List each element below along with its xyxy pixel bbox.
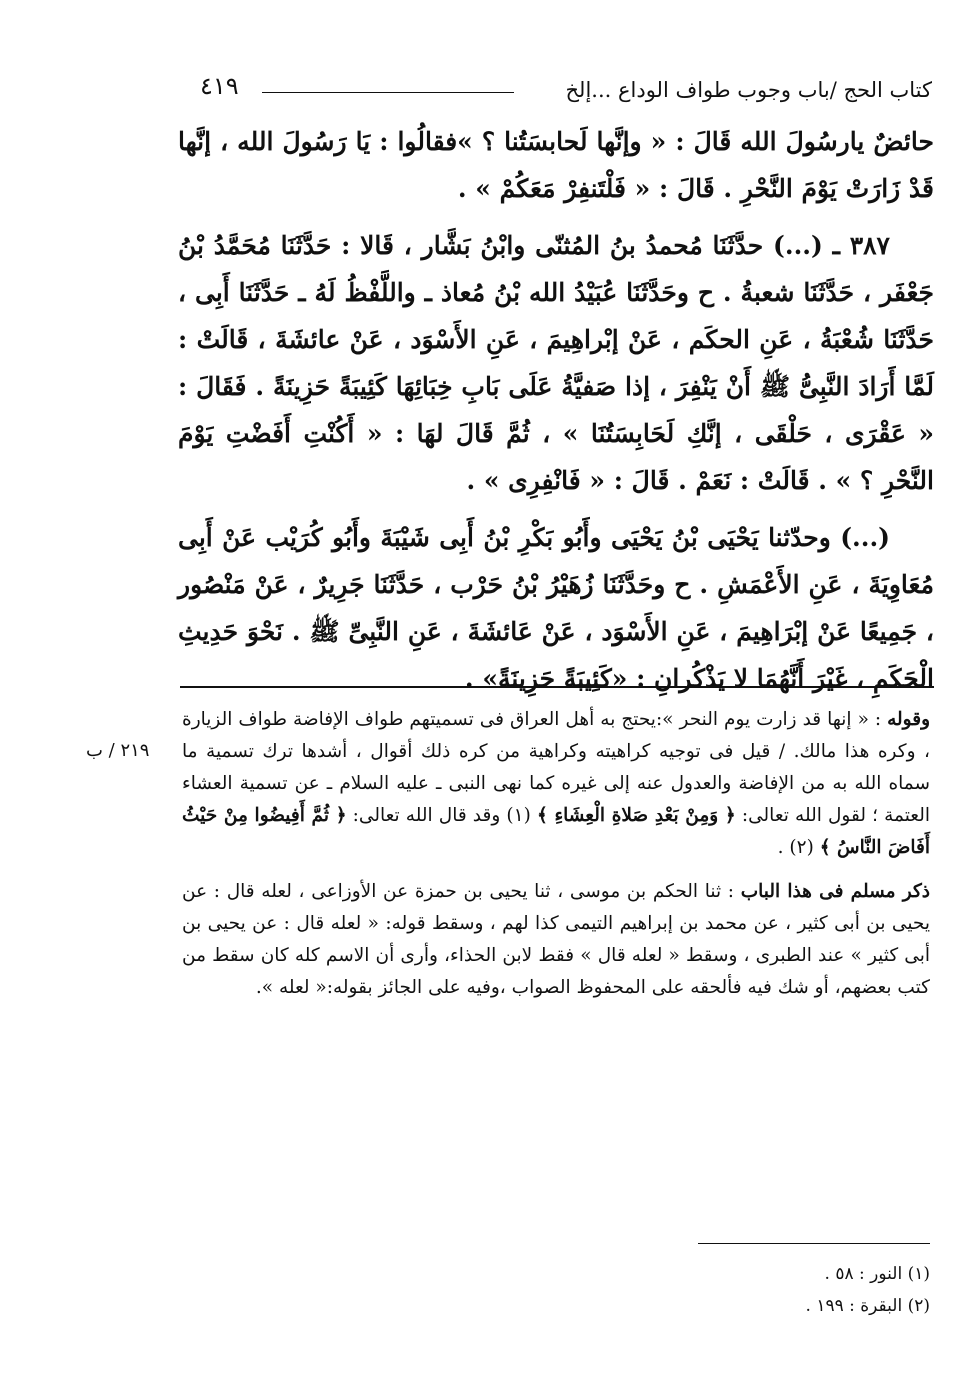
- commentary-paragraph: [182, 876, 930, 1004]
- running-title: كتاب الحج /باب وجوب طواف الوداع ...إلخ: [565, 78, 932, 102]
- paragraph: ٣٨٧ ـ (...) حدَّثَنَا مُحمدُ بنُ المُثنّى وابْنُ بَشَّار ، قَالا : حَدَّثَنَا مُحَمَّدُ بْنُ جَعْفَر ، حَدَّثَنَا شعبةُ . ح وحَدَّثَنَا عُبَيْدُ الله بْنُ مُعاذ ـ واللَّفْظُ لَهُ ـ حَدَّثَنَا أَبِى ، حَدَّثَنَا شُعْبَةُ ، عَنِ الحكَم ، عَنْ إبْراهِيمَ ، عَنِ الأَسْوَد ، عَنْ عائشَةَ ، قَالَتْ : لَمَّا أَرَادَ النَّبِىُّ ﷺ أَنْ يَنْفِرَ ، إذا صَفيَّةُ عَلَى بَابِ خِبَائِهَا كَئِيبَةً حَزِينَةً . فَقَالَ : « عَقْرَى ، حَلْقَى ، إنَّكِ لَحَابِسَتُنَا » ، ثُمَّ قَالَ لهَا : « أَكُنْتِ أَفَضْتِ يَوْمَ النَّحْرِ ؟ » . قَالَتْ : نَعَمْ . قَالَ : « فَانْفِرِى » .: [178, 231, 934, 495]
- footnote: (٢) البقرة : ١٩٩ .: [805, 1296, 930, 1316]
- footnote-ref: (١) وقد قال الله تعالى:: [346, 805, 537, 826]
- commentary-lead: وقوله: [887, 709, 930, 730]
- quran-quote: ﴿ ثُمَّ أَفِيضُوا مِنْ حَيْثُ أَفَاضَ النَّاسُ ﴾: [182, 805, 930, 858]
- paragraph: (...) وحدّثنا يَحْيَى بْنُ يَحْيَى وأَبُو بَكْرِ بْنُ أَبِى شَيْبَةَ وأَبُو كُرَيْب عَنْ أَبِى مُعَاوِيَةَ ، عَنِ الأَعْمَشِ . ح وحَدَّثَنَا زُهَيْرُ بْنُ حَرْب ، حَدَّثَنَا جَرِيرٌ ، عَنْ مَنْصُور ، جَمِيعًا عَنْ إبْرَاهِيمَ ، عَنِ الأَسْوَد ، عَنْ عَائشَةَ ، عَنِ النَّبِىِّ ﷺ . نَحْوَ حَدِيثِ الْحَكَمِ ، غَيْرَ أَنَّهُمَا لا يَذْكُرانِ : «كَئِيبَةً حَزِينَةً» .: [178, 523, 934, 693]
- footnote-ref: (٢) .: [777, 837, 820, 858]
- page-number: ٤١٩: [200, 72, 239, 100]
- footnotes: [600, 1258, 930, 1322]
- paragraph: حائضٌ يارسُولَ الله قَالَ : « وإنَّها لَحابسَتُنا ؟ »فقالُوا : يَا رَسُولَ الله ، إنَّها قَدْ زَارَتْ يَوْمَ النَّحْرِ . قَالَ : « فَلْتَنفِرْ مَعَكُمْ » .: [178, 127, 934, 203]
- section-divider: [180, 686, 934, 688]
- header-rule: [262, 92, 514, 93]
- commentary-text: : ثنا الحكم بن موسى ، ثنا يحيى بن حمزة عن الأوزاعى ، لعله قال : عن يحيى بن أبى كثير ، عن محمد بن إبراهيم التيمى كذا لهم ، وسقط قوله: « لعله قال : عن يحيى بن أبى كثير » عند الطبرى ، وسقط « لعله قال » فقط لابن الحذاء، وأرى أن الاسم كله كان سقط من كتب بعضهم، أو شك فيه فألحقه على المحفوظ الصواب ،وفيه على الجائز بقوله:« لعله ».: [182, 881, 930, 998]
- commentary-lead: ذكر مسلم فى هذا الباب: [740, 881, 930, 902]
- hadith-text: [178, 118, 934, 712]
- margin-reference: ٢١٩ / ب: [86, 740, 150, 761]
- footnote-divider: [698, 1243, 930, 1244]
- commentary-paragraph: [182, 704, 930, 864]
- page-header: [180, 70, 932, 110]
- commentary-text: : « إنها قد زارت يوم النحر »:يحتج به أهل العراق فى تسميتهم طواف الإفاضة طواف الزيارة ، وكره هذا مالك. / قيل فى توجيه كراهيته وكراهية من كره ذلك أقوال ، أشدها ترك تسمية ما سماه الله به من الإفاضة والعدول عنه إلى غيره كما نهى النبى ـ عليه السلام ـ عن تسمية العشاء العتمة ؛ لقول الله تعالى:: [182, 709, 931, 826]
- commentary: [182, 704, 930, 1016]
- quran-quote: ﴿ وَمِنْ بَعْدِ صَلاةِ الْعِشَاءِ ﴾: [536, 805, 736, 826]
- footnote: (١) النور : ٥٨ .: [824, 1264, 930, 1284]
